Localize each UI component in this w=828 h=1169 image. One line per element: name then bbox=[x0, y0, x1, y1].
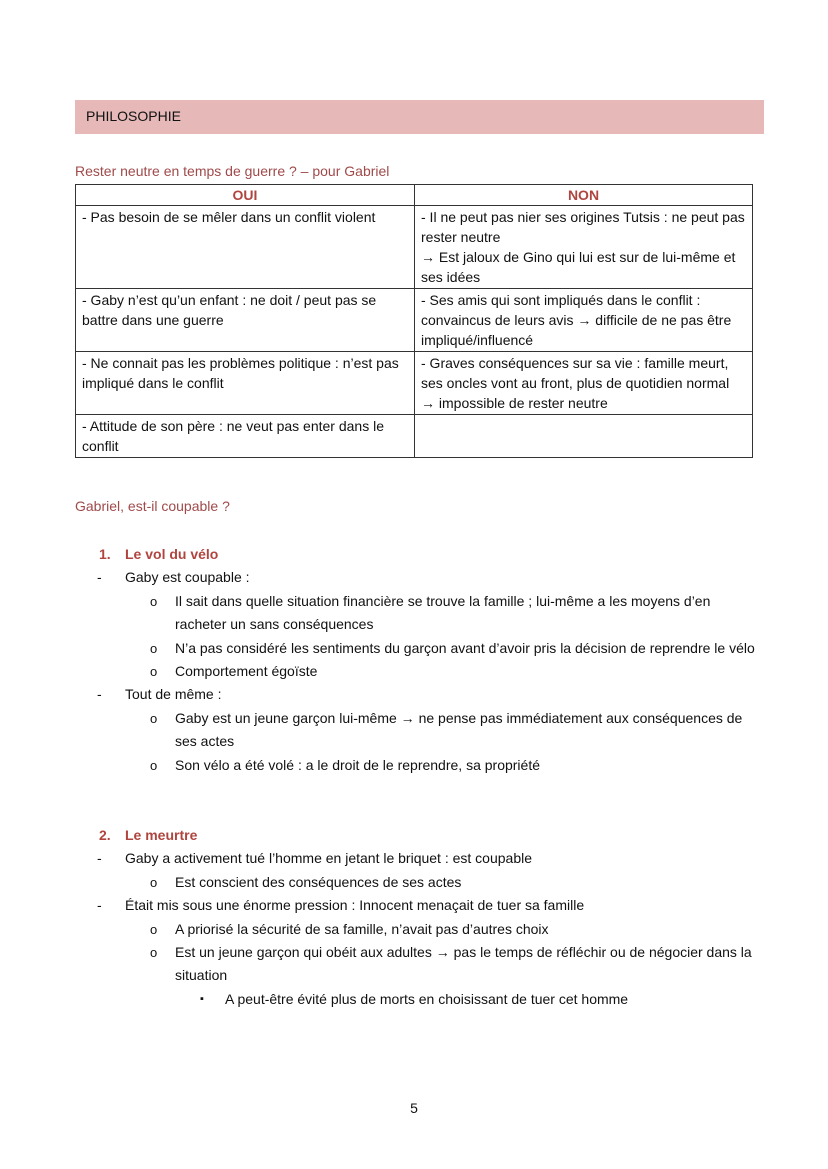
question-section-title: Gabriel, est-il coupable ? bbox=[75, 498, 230, 514]
part-title: Le vol du vélo bbox=[125, 546, 219, 562]
part-heading bbox=[99, 543, 765, 566]
circle-bullet-icon: o bbox=[150, 664, 158, 680]
list-item-text: Gaby est coupable : bbox=[125, 569, 250, 586]
table-row bbox=[76, 206, 753, 289]
sub-item-text: Est un jeune garçon qui obéit aux adultes → pas le temps de réfléchir ou de négocier dans la situation bbox=[175, 944, 752, 984]
part-2 bbox=[75, 824, 765, 1011]
cell-oui: - Gaby n’est qu’un enfant : ne doit / peut pas se battre dans une guerre bbox=[76, 289, 415, 352]
table-row bbox=[76, 415, 753, 458]
list-item bbox=[75, 847, 765, 870]
cell-oui: - Pas besoin de se mêler dans un conflit violent bbox=[76, 206, 415, 289]
list-item-text: Gaby a activement tué l’homme en jetant le briquet : est coupable bbox=[125, 850, 533, 867]
section-header-title: PHILOSOPHIE bbox=[86, 108, 181, 124]
sub-item bbox=[75, 590, 765, 637]
sub-sub-item-text: A peut-être évité plus de morts en choisissant de tuer cet homme bbox=[225, 990, 629, 1007]
dash-marker: - bbox=[97, 850, 102, 867]
cell-line: - Graves conséquences sur sa vie : famille meurt, ses oncles vont au front, plus de quotidien normal → impossible de rester neutre bbox=[421, 355, 730, 411]
cell-line: → Est jaloux de Gino qui lui est sur de lui-même et ses idées bbox=[421, 249, 736, 285]
cell-non bbox=[415, 289, 753, 352]
circle-bullet-icon: o bbox=[150, 921, 158, 937]
cell-oui: - Attitude de son père : ne veut pas enter dans le conflit bbox=[76, 415, 415, 458]
dash-marker: - bbox=[97, 897, 102, 914]
list-item-text: Tout de même : bbox=[125, 686, 222, 703]
sub-item bbox=[75, 660, 765, 683]
table-header-row bbox=[76, 185, 753, 206]
part-1 bbox=[75, 543, 765, 777]
part-heading bbox=[99, 824, 765, 847]
sub-item bbox=[75, 707, 765, 754]
part-number: 2. bbox=[99, 827, 111, 843]
sub-item bbox=[75, 754, 765, 777]
cell-non bbox=[415, 206, 753, 289]
cell-line: - Ses amis qui sont impliqués dans le conflit : convaincus de leurs avis → difficile de ne pas être impliqué/influencé bbox=[421, 292, 732, 348]
sub-item bbox=[75, 918, 765, 941]
circle-bullet-icon: o bbox=[150, 757, 158, 773]
part-number: 1. bbox=[99, 546, 111, 562]
sub-item-text: Son vélo a été volé : a le droit de le reprendre, sa propriété bbox=[175, 756, 540, 773]
circle-bullet-icon: o bbox=[150, 640, 158, 656]
circle-bullet-icon: o bbox=[150, 593, 158, 609]
sub-item-text: A priorisé la sécurité de sa famille, n’avait pas d’autres choix bbox=[175, 920, 549, 937]
table-row bbox=[76, 352, 753, 415]
circle-bullet-icon: o bbox=[150, 710, 158, 726]
cell-line: - Il ne peut pas nier ses origines Tutsis : ne peut pas rester neutre bbox=[421, 209, 745, 245]
list-item bbox=[75, 894, 765, 917]
sub-item bbox=[75, 871, 765, 894]
list-item bbox=[75, 566, 765, 589]
sub-item bbox=[75, 637, 765, 660]
cell-non bbox=[415, 352, 753, 415]
cell-oui: - Ne connait pas les problèmes politique : n’est pas impliqué dans le conflit bbox=[76, 352, 415, 415]
dash-marker: - bbox=[97, 686, 102, 703]
header-non: NON bbox=[415, 185, 753, 206]
table-section-title: Rester neutre en temps de guerre ? – pour Gabriel bbox=[75, 163, 390, 179]
dash-marker: - bbox=[97, 569, 102, 586]
sub-item-text: Il sait dans quelle situation financière se trouve la famille ; lui-même a les moyens d’en racheter un sans conséquences bbox=[175, 592, 711, 633]
sub-item bbox=[75, 941, 765, 988]
circle-bullet-icon: o bbox=[150, 874, 158, 890]
sub-item-text: Comportement égoïste bbox=[175, 663, 318, 680]
header-oui: OUI bbox=[76, 185, 415, 206]
sub-item-text: Est conscient des conséquences de ses actes bbox=[175, 873, 462, 890]
circle-bullet-icon: o bbox=[150, 945, 158, 961]
list-item bbox=[75, 683, 765, 706]
sub-item-text: Gaby est un jeune garçon lui-même → ne pense pas immédiatement aux conséquences de ses actes bbox=[175, 709, 743, 750]
square-bullet-icon: ▪ bbox=[200, 992, 204, 1005]
section-header-bar bbox=[75, 100, 764, 134]
table-row bbox=[76, 289, 753, 352]
part-title: Le meurtre bbox=[125, 827, 198, 843]
cell-non bbox=[415, 415, 753, 458]
list-item-text: Était mis sous une énorme pression : Innocent menaçait de tuer sa famille bbox=[125, 897, 585, 914]
sub-sub-item bbox=[75, 988, 765, 1011]
comparison-table bbox=[75, 184, 753, 458]
page-number: 5 bbox=[410, 1100, 418, 1116]
sub-item-text: N’a pas considéré les sentiments du garçon avant d’avoir pris la décision de reprendre le vélo bbox=[175, 639, 755, 656]
